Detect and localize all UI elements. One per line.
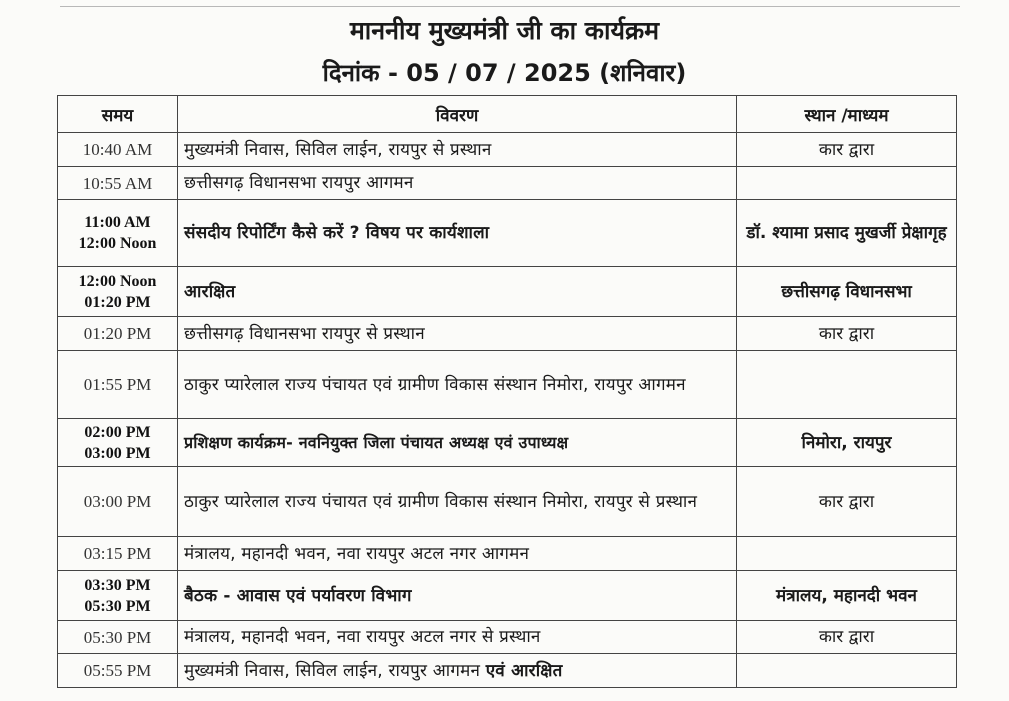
- table-row: [58, 133, 957, 167]
- details-cell: संसदीय रिपोर्टिंग कैसे करें ? विषय पर कार्यशाला: [178, 200, 737, 267]
- table-row: [58, 351, 957, 419]
- time-end: 12:00 Noon: [78, 235, 157, 252]
- time-cell: [58, 317, 178, 351]
- place-cell: मंत्रालय, महानदी भवन: [737, 571, 957, 621]
- table-row: [58, 267, 957, 317]
- schedule-table: [57, 95, 957, 688]
- table-row: [58, 571, 957, 621]
- details-cell: बैठक - आवास एवं पर्यावरण विभाग: [178, 571, 737, 621]
- details-text: मुख्यमंत्री निवास, सिविल लाईन, रायपुर आगमन: [184, 660, 481, 681]
- time-cell: [58, 621, 178, 654]
- time-cell: [58, 654, 178, 688]
- table-row: [58, 654, 957, 688]
- table-row: [58, 167, 957, 200]
- time-end: 01:20 PM: [84, 293, 151, 311]
- details-cell: छत्तीसगढ़ विधानसभा रायपुर से प्रस्थान: [178, 317, 737, 351]
- table-row: [58, 200, 957, 267]
- time-start: 10:55 AM: [82, 173, 153, 193]
- table-row: [58, 467, 957, 537]
- time-start: 03:15 PM: [83, 544, 152, 563]
- time-cell: [58, 200, 178, 267]
- place-cell: निमोरा, रायपुर: [737, 419, 957, 467]
- time-cell: [58, 167, 178, 200]
- time-start: 05:30 PM: [83, 627, 152, 647]
- time-cell: [58, 537, 178, 571]
- details-cell: ठाकुर प्यारेलाल राज्य पंचायत एवं ग्रामीण विकास संस्थान निमोरा, रायपुर आगमन: [178, 351, 737, 419]
- schedule-date: दिनांक - 05 / 07 / 2025 (शनिवार): [322, 59, 687, 87]
- details-cell: ठाकुर प्यारेलाल राज्य पंचायत एवं ग्रामीण विकास संस्थान निमोरा, रायपुर से प्रस्थान: [178, 467, 737, 537]
- time-cell: [58, 267, 178, 317]
- table-row: [58, 537, 957, 571]
- time-cell: [58, 351, 178, 419]
- place-cell: [737, 167, 957, 200]
- details-cell: [178, 654, 737, 688]
- details-cell: आरक्षित: [178, 267, 737, 317]
- place-cell: कार द्वारा: [737, 467, 957, 537]
- column-header-time: समय: [58, 96, 178, 133]
- place-cell: [737, 654, 957, 688]
- details-cell: मुख्यमंत्री निवास, सिविल लाईन, रायपुर से प्रस्थान: [178, 133, 737, 167]
- place-cell: कार द्वारा: [737, 621, 957, 654]
- page-top-rule: [60, 0, 960, 7]
- time-cell: [58, 467, 178, 537]
- details-cell: प्रशिक्षण कार्यक्रम- नवनियुक्त जिला पंचायत अध्यक्ष एवं उपाध्यक्ष: [178, 419, 737, 467]
- time-end: 05:30 PM: [84, 597, 151, 615]
- place-cell: कार द्वारा: [737, 133, 957, 167]
- place-cell: डॉ. श्यामा प्रसाद मुखर्जी प्रेक्षागृह: [737, 200, 957, 267]
- time-start: 11:00 AM: [84, 214, 151, 231]
- time-start: 01:55 PM: [83, 375, 152, 394]
- column-header-details: विवरण: [178, 96, 737, 133]
- details-cell: छत्तीसगढ़ विधानसभा रायपुर आगमन: [178, 167, 737, 200]
- column-header-place: स्थान /माध्यम: [737, 96, 957, 133]
- place-cell: [737, 537, 957, 571]
- time-start: 12:00 Noon: [78, 272, 157, 290]
- time-start: 10:40 AM: [82, 140, 153, 159]
- time-start: 01:20 PM: [83, 324, 152, 343]
- time-start: 03:00 PM: [83, 492, 152, 511]
- time-cell: [58, 133, 178, 167]
- time-start: 03:30 PM: [84, 576, 151, 594]
- table-row: [58, 621, 957, 654]
- table-row: [58, 317, 957, 351]
- place-cell: कार द्वारा: [737, 317, 957, 351]
- time-end: 03:00 PM: [84, 444, 151, 462]
- page-title: माननीय मुख्यमंत्री जी का कार्यक्रम: [349, 16, 660, 45]
- details-cell: मंत्रालय, महानदी भवन, नवा रायपुर अटल नगर से प्रस्थान: [178, 621, 737, 654]
- place-cell: छत्तीसगढ़ विधानसभा: [737, 267, 957, 317]
- table-row: [58, 419, 957, 467]
- time-cell: [58, 419, 178, 467]
- details-cell: मंत्रालय, महानदी भवन, नवा रायपुर अटल नगर आगमन: [178, 537, 737, 571]
- time-start: 05:55 PM: [83, 661, 152, 680]
- place-cell: [737, 351, 957, 419]
- details-text-bold: एवं आरक्षित: [485, 660, 563, 681]
- time-start: 02:00 PM: [84, 423, 151, 441]
- table-header-row: [58, 96, 957, 133]
- time-cell: [58, 571, 178, 621]
